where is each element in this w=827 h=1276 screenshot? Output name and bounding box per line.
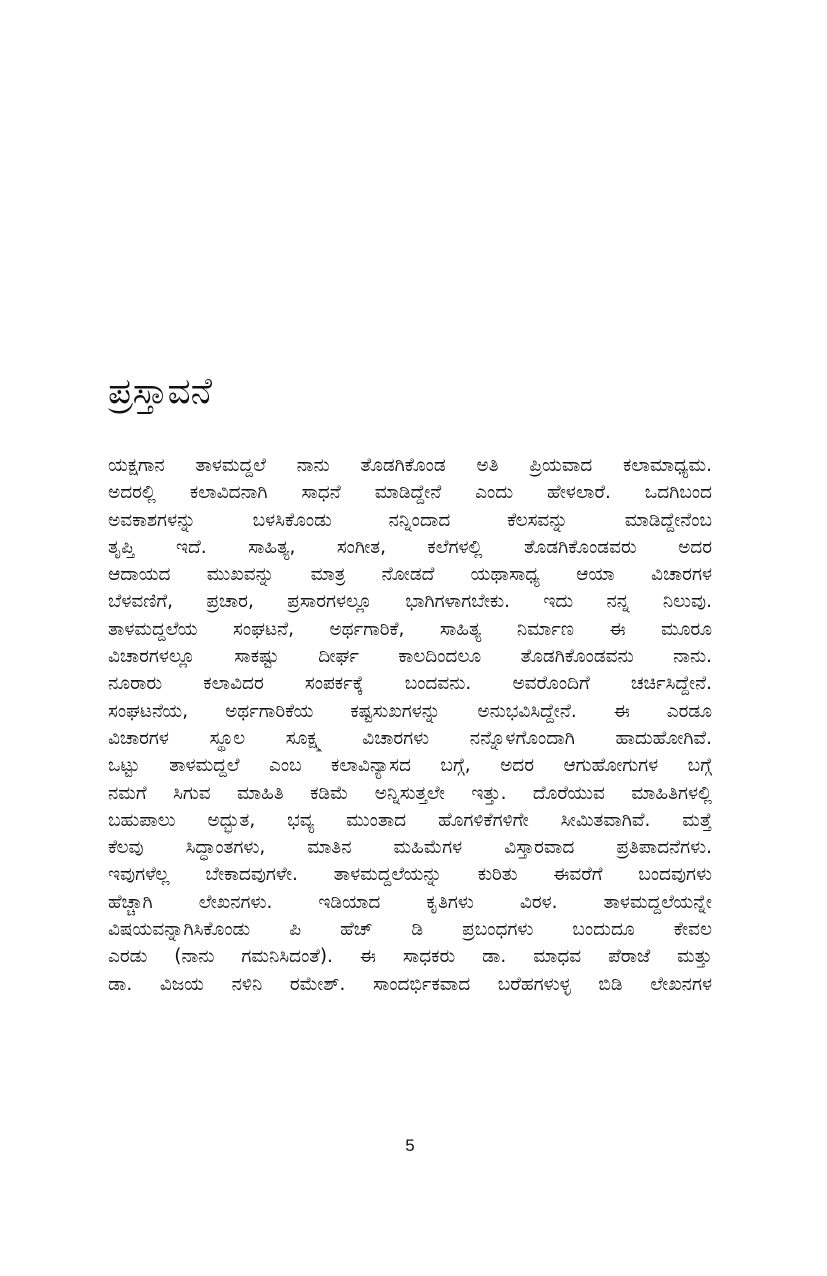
text-line: ನಮಗೆ ಸಿಗುವ ಮಾಹಿತಿ ಕಡಿಮೆ ಅನ್ನಿಸುತ್ತಲೇ ಇತ್ತು. ದೊರೆಯುವ ಮಾಹಿತಿಗಳಲ್ಲಿ [108,782,712,804]
text-line: ವಿಚಾರಗಳಲ್ಲೂ ಸಾಕಷ್ಟು ದೀರ್ಘ ಕಾಲದಿಂದಲೂ ತೊಡಗಿಕೊಂಡವನು ನಾನು. [108,646,712,668]
text-line: ನೂರಾರು ಕಲಾವಿದರ ಸಂಪರ್ಕಕ್ಕೆ ಬಂದವನು. ಅವರೊಂದಿಗೆ ಚರ್ಚಿಸಿದ್ದೇನೆ. [108,673,712,695]
text-line: ತಾಳಮದ್ದಲೆಯ ಸಂಘಟನೆ, ಅರ್ಥಗಾರಿಕೆ, ಸಾಹಿತ್ಯ ನಿರ್ಮಾಣ ಈ ಮೂರೂ [108,618,712,640]
text-line: ತೃಪ್ತಿ ಇದೆ. ಸಾಹಿತ್ಯ, ಸಂಗೀತ, ಕಲೆಗಳಲ್ಲಿ ತೊಡಗಿಕೊಂಡವರು ಅದರ [108,536,712,558]
text-line: ಯಕ್ಷಗಾನ ತಾಳಮದ್ದಲೆ ನಾನು ತೊಡಗಿಕೊಂಡ ಅತಿ ಪ್ರಿಯವಾದ ಕಲಾಮಾಧ್ಯಮ. [108,455,712,476]
text-line: ಕೆಲವು ಸಿದ್ಧಾಂತಗಳು, ಮಾತಿನ ಮಹಿಮೆಗಳ ವಿಸ್ತಾರವಾದ ಪ್ರತಿಪಾದನೆಗಳು. [108,837,712,859]
text-line: ವಿಷಯವನ್ನಾಗಿಸಿಕೊಂಡು ಪಿ ಹೆಚ್ ಡಿ ಪ್ರಬಂಧಗಳು ಬಂದುದೂ ಕೇವಲ [108,919,712,941]
text-line: ಬೆಳವಣಿಗೆ, ಪ್ರಚಾರ, ಪ್ರಸಾರಗಳಲ್ಲೂ ಭಾಗಿಗಳಾಗಬೇಕು. ಇದು ನನ್ನ ನಿಲುವು. [108,591,712,613]
text-line: ಅದರಲ್ಲಿ ಕಲಾವಿದನಾಗಿ ಸಾಧನೆ ಮಾಡಿದ್ದೇನೆ ಎಂದು ಹೇಳಲಾರೆ. ಒದಗಿಬಂದ [108,482,712,504]
text-line: ಆದಾಯದ ಮುಖವನ್ನು ಮಾತ್ರ ನೋಡದೆ ಯಥಾಸಾಧ್ಯ ಆಯಾ ವಿಚಾರಗಳ [108,564,712,586]
text-line: ಅವಕಾಶಗಳನ್ನು ಬಳಸಿಕೊಂಡು ನನ್ನಿಂದಾದ ಕೆಲಸವನ್ನು ಮಾಡಿದ್ದೇನೆಂಬ [108,509,712,531]
body-paragraph [108,452,712,998]
page-number: 5 [405,1136,415,1155]
text-line: ಡಾ. ವಿಜಯ ನಳಿನಿ ರಮೇಶ್. ಸಾಂದರ್ಭಿಕವಾದ ಬರೆಹಗಳುಳ್ಳ ಬಿಡಿ ಲೇಖನಗಳ [108,973,712,995]
text-line: ವಿಚಾರಗಳ ಸ್ಥೂಲ ಸೂಕ್ಷ್ಮ ವಿಚಾರಗಳು ನನ್ನೊಳಗೊಂದಾಗಿ ಹಾದುಹೋಗಿವೆ. [108,727,712,749]
section-heading: ಪ್ರಸ್ತಾವನೆ [108,371,213,412]
text-line: ಬಹುಪಾಲು ಅದ್ಭುತ, ಭವ್ಯ ಮುಂತಾದ ಹೊಗಳಿಕೆಗಳಿಗೇ ಸೀಮಿತವಾಗಿವೆ. ಮತ್ತೆ [108,809,712,831]
text-line: ಒಟ್ಟು ತಾಳಮದ್ದಲೆ ಎಂಬ ಕಲಾವಿನ್ಯಾಸದ ಬಗ್ಗೆ, ಅದರ ಆಗುಹೋಗುಗಳ ಬಗ್ಗೆ [108,755,712,777]
text-line: ಸಂಘಟನೆಯ, ಅರ್ಥಗಾರಿಕೆಯ ಕಷ್ಟಸುಖಗಳನ್ನು ಅನುಭವಿಸಿದ್ದೇನೆ. ಈ ಎರಡೂ [108,700,712,722]
text-line: ಇವುಗಳೆಲ್ಲ ಬೇಕಾದವುಗಳೇ. ತಾಳಮದ್ದಲೆಯನ್ನು ಕುರಿತು ಈವರೆಗೆ ಬಂದವುಗಳು [108,864,712,886]
text-line: ಹೆಚ್ಚಾಗಿ ಲೇಖನಗಳು. ಇಡಿಯಾದ ಕೃತಿಗಳು ವಿರಳ. ತಾಳಮದ್ದಲೆಯನ್ನೇ [108,891,712,913]
text-line: ಎರಡು (ನಾನು ಗಮನಿಸಿದಂತೆ). ಈ ಸಾಧಕರು ಡಾ. ಮಾಧವ ಪೆರಾಜೆ ಮತ್ತು [108,946,712,968]
